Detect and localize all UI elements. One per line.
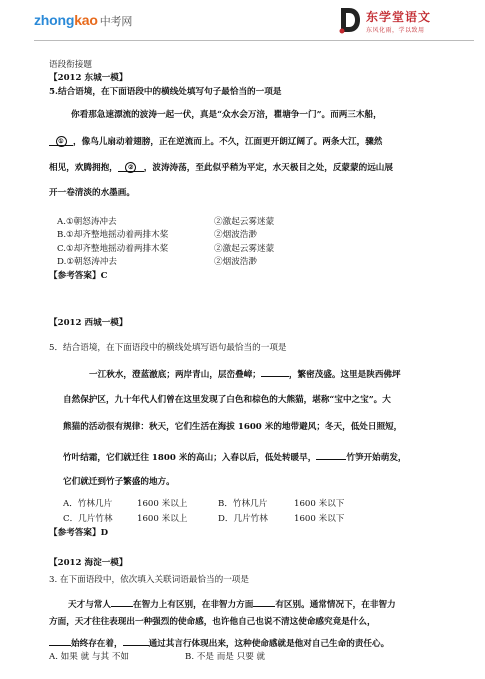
q3-passage-line3 bbox=[49, 636, 389, 650]
logo-text-cn: 中考网 bbox=[99, 16, 133, 28]
q2-passage-line5: 它们就迁到竹子繁盛的地方。 bbox=[63, 477, 175, 487]
q1-option-c-right: ②激起云雾迷蒙 bbox=[214, 244, 275, 254]
q3-passage-line1 bbox=[68, 597, 396, 611]
q3-blank-3 bbox=[49, 636, 71, 646]
q3-passage-line2: 方面，天才往往表现出一种强烈的使命感，也许他自己也说不清这使命感究竟是什么， bbox=[49, 617, 376, 627]
q2-passage-line1 bbox=[89, 367, 401, 381]
q3-line1-c: 有区别。通常情况下，在非智力 bbox=[275, 600, 396, 610]
q1-passage-line3 bbox=[49, 162, 393, 174]
q3-line3-a: 始终存在着， bbox=[71, 639, 123, 649]
q3-line3-b: 通过其言行体现出来，这种使命感就是他对自己生命的责任心。 bbox=[148, 639, 390, 649]
q2-option-a[interactable]: A．竹林几片 bbox=[63, 499, 113, 509]
q1-line3-b: ，波涛涛荡，至此似乎稍为平定，水天极目之处，反蒙蒙的远山展 bbox=[143, 163, 393, 173]
brand-name: 东学堂语文 bbox=[366, 10, 432, 24]
q2-passage-line2: 自然保护区，九十年代人们曾在这里发现了白色和棕色的大熊猫，堪称“宝中之宝”。大 bbox=[63, 395, 391, 405]
zhongkao-logo[interactable] bbox=[34, 12, 132, 29]
q2-option-b[interactable]: B．竹林几片 bbox=[218, 499, 268, 509]
logo-text-blue: zhong bbox=[34, 12, 75, 28]
header-divider bbox=[34, 40, 474, 41]
q3-option-a[interactable]: A. 如果 就 与其 不如 bbox=[49, 652, 130, 662]
q2-option-c[interactable]: C．几片竹林 bbox=[63, 514, 113, 524]
q1-source: 【2012 东城一模】 bbox=[49, 73, 128, 83]
q1-blank-1 bbox=[49, 136, 73, 146]
q1-passage-line2 bbox=[49, 136, 382, 148]
dongxuetang-logo bbox=[338, 6, 468, 40]
brand-slogan: 东风化雨，学以致用 bbox=[366, 28, 425, 34]
q3-line1-b: 在智力上有区别，在非智力方面 bbox=[132, 600, 254, 610]
q2-line1-b: ，繁密茂盛。这里是陕西佛坪 bbox=[288, 370, 401, 380]
q2-source: 【2012 西城一模】 bbox=[49, 318, 128, 328]
q1-option-b-left[interactable]: B.①却齐整地摇动着两排木桨 bbox=[57, 230, 169, 240]
q1-line3-a: 相见，欢腾拥抱， bbox=[49, 163, 118, 173]
q2-blank-1 bbox=[261, 367, 289, 377]
q1-answer: 【参考答案】C bbox=[49, 271, 108, 281]
q3-blank-1 bbox=[111, 597, 133, 607]
q1-line2-text: ，像鸟儿扇动着翅膀，正在逆流而上。不久，江面更开朗辽阔了。两条大江，骤然 bbox=[73, 137, 383, 147]
q2-option-d-value: 1600 米以下 bbox=[294, 514, 345, 524]
q1-option-d-left[interactable]: D.①朝怒涛冲去 bbox=[57, 257, 117, 267]
q3-source: 【2012 海淀一模】 bbox=[49, 558, 128, 568]
q2-line4-b: 竹笋开始萌发， bbox=[346, 453, 407, 463]
q2-line4-a: 竹叶结霜，它们就迁往 1800 米的高山；入春以后，低处转暖早， bbox=[63, 453, 317, 463]
q3-blank-2 bbox=[253, 597, 275, 607]
section-title: 语段衔接题 bbox=[49, 60, 92, 70]
q1-option-d-right: ②烟波浩渺 bbox=[214, 257, 257, 267]
q1-passage-line1: 你看那急速漂流的波涛一起一伏，真是“众水会万涪，瞿塘争一门”。而两三木船， bbox=[71, 110, 382, 120]
q3-option-b[interactable]: B. 不是 而是 只要 就 bbox=[185, 652, 266, 662]
logo-text-orange: kao bbox=[74, 12, 98, 28]
q2-option-a-value: 1600 米以上 bbox=[137, 499, 188, 509]
q1-blank-2-mark: ② bbox=[125, 162, 136, 173]
q3-stem: 3. 在下面语段中，依次填入关联词语最恰当的一项是 bbox=[49, 575, 249, 585]
q3-blank-4 bbox=[123, 636, 149, 646]
q2-passage-line4 bbox=[63, 450, 407, 464]
q2-option-c-value: 1600 米以上 bbox=[137, 514, 188, 524]
q2-blank-2 bbox=[316, 450, 346, 460]
q1-option-a-right: ②激起云雾迷蒙 bbox=[214, 217, 275, 227]
q1-stem: 5.结合语境，在下面语段中的横线处填写句子最恰当的一项是 bbox=[49, 87, 282, 97]
q1-option-b-right: ②烟波浩渺 bbox=[214, 230, 257, 240]
q2-answer: 【参考答案】D bbox=[49, 528, 109, 538]
q2-passage-line3: 熊猫的活动很有规律：秋天，它们生活在海拔 1600 米的地带避风；冬天，低处日照短， bbox=[63, 422, 403, 432]
q2-stem: 5．结合语境，在下面语段中的横线处填写语句最恰当的一项是 bbox=[49, 343, 287, 353]
q1-option-a-left[interactable]: A.①朝怒涛冲去 bbox=[57, 217, 117, 227]
q2-option-d[interactable]: D．几片竹林 bbox=[218, 514, 268, 524]
q1-blank-2 bbox=[118, 162, 144, 172]
q1-blank-1-mark: ① bbox=[56, 136, 67, 147]
dongxuetang-logo-icon bbox=[338, 6, 362, 34]
q2-line1-a: 一江秋水，澄蓝澈底；两岸青山，层峦叠嶂； bbox=[89, 370, 261, 380]
q1-option-c-left[interactable]: C.①却齐整地摇动着两排木桨 bbox=[57, 244, 169, 254]
q2-option-b-value: 1600 米以下 bbox=[294, 499, 345, 509]
q1-passage-line4: 开一卷清淡的水墨画。 bbox=[49, 188, 135, 198]
q3-line1-a: 天才与常人 bbox=[68, 600, 111, 610]
